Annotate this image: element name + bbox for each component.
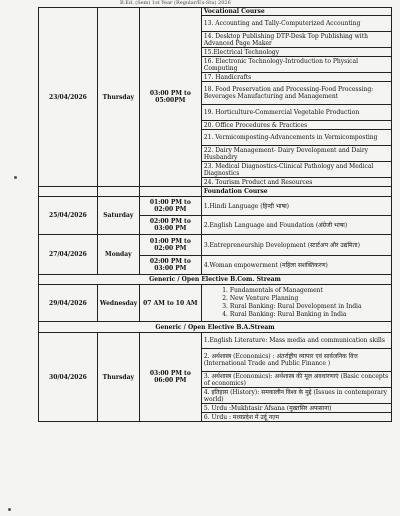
course-cell: 1.English Literature: Mass media and communication skills [201, 333, 391, 349]
course-cell: 15.Electrical Technology [201, 48, 391, 57]
exam-time: 02:00 PM to 03:00 PM [139, 256, 201, 275]
course-cell: 21. Vermicomposting-Advancements in Vermicomposting [201, 130, 391, 146]
section-heading-ba: Generic / Open Elective B.A.Stream [39, 322, 392, 333]
course-list-cell [201, 285, 391, 322]
list-item: 4. Rural Banking: Rural Banking in India [230, 311, 389, 319]
section-heading-vocational: Vocational Course [201, 8, 391, 16]
course-cell: 20. Office Procedures & Practices [201, 121, 391, 130]
course-cell: 18. Food Preservation and Processing-Food Processing: Beverages Manufacturing and Management [201, 82, 391, 105]
course-cell: 24. Tourism Product and Resources [201, 178, 391, 187]
exam-day: Thursday [97, 333, 139, 422]
course-cell: 2. अर्थशास्त्र (Economics) : अंतर्राष्ट्रीय व्यापार एवं सार्वजनिक वित्त (International Trade and Public Finance ) [201, 349, 391, 372]
exam-day: Wednesday [97, 285, 139, 322]
exam-time: 02:00 PM to 03:00 PM [139, 216, 201, 235]
course-cell: 23. Medical Diagnostics-Clinical Pathology and Medical Diagnostics [201, 162, 391, 178]
course-cell: 5. Urdu :Mukhtasir Afsana (मुख्तसिर अफसाना) [201, 404, 391, 413]
list-item: 3. Rural Banking: Rural Development in India [230, 303, 389, 311]
table-row [39, 275, 392, 285]
course-cell: 22. Dairy Management- Dairy Development and Dairy Husbandry [201, 146, 391, 162]
course-cell: 4. इतिहास (History): समकालीन विश्व के मुद्दे (Issues in contemporary world) [201, 388, 391, 404]
course-cell: 1.Hindi Language (हिन्दी भाषा) [201, 197, 391, 216]
exam-day: Thursday [97, 8, 139, 187]
course-cell: 17. Handicrafts [201, 73, 391, 82]
course-cell: 3.Entrepreneurship Development (स्टार्टअप और उद्यमिता) [201, 235, 391, 256]
section-heading-bcom: Generic / Open Elective B.Com. Stream [39, 275, 392, 285]
course-cell: 13. Accounting and Tally-Computerized Accounting [201, 16, 391, 32]
scan-speck [14, 176, 17, 179]
exam-day: Saturday [97, 197, 139, 235]
exam-date: 25/04/2026 [39, 197, 98, 235]
schedule-table [38, 7, 392, 422]
exam-time: 07 AM to 10 AM [139, 285, 201, 322]
scan-speck [8, 508, 11, 511]
table-row [39, 285, 392, 322]
exam-time: 01:00 PM to 02:00 PM [139, 197, 201, 216]
table-row [39, 8, 392, 16]
exam-day: Monday [97, 235, 139, 275]
course-cell: 19. Horticulture-Commercial Vegetable Production [201, 105, 391, 121]
exam-time: 03:00 PM to 06:00 PM [139, 333, 201, 422]
table-row [39, 322, 392, 333]
list-item: 2. New Venture Planning [230, 295, 389, 303]
course-cell: 6. Urdu : मध्यप्रदेश में उर्दू नज़्म [201, 413, 391, 422]
exam-date: 23/04/2026 [39, 8, 98, 187]
course-cell: 14. Desktop Publishing DTP-Desk Top Publishing with Advanced Page Maker [201, 32, 391, 48]
course-cell: 2.English Language and Foundation (अंग्रेजी भाषा) [201, 216, 391, 235]
table-row [39, 187, 392, 197]
list-item: 1. Fundamentals of Management [230, 287, 389, 295]
exam-time: 03:00 PM to 05:00PM [139, 8, 201, 187]
section-heading-foundation: Foundation Course [201, 187, 391, 197]
exam-date: 29/04/2026 [39, 285, 98, 322]
table-row [39, 235, 392, 256]
exam-time: 01:00 PM to 02:00 PM [139, 235, 201, 256]
exam-date: 27/04/2026 [39, 235, 98, 275]
table-row [39, 197, 392, 216]
course-cell: 4.Woman empowerment (महिला सशक्तिकरण) [201, 256, 391, 275]
bcom-course-list [204, 287, 389, 319]
table-row [39, 333, 392, 349]
course-cell: 3. अर्थशास्त्र (Economics): अर्थशास्त्र की मूल अवधारणाएं (Basic concepts of economics) [201, 372, 391, 388]
exam-date: 30/04/2026 [39, 333, 98, 422]
course-cell: 16. Electronic Technology-Introduction to Physical Computing [201, 57, 391, 73]
page-header-fragment: B.Ed. (Sem) 1st Year (Regular/Ex-Stu) 2026 [120, 0, 231, 6]
